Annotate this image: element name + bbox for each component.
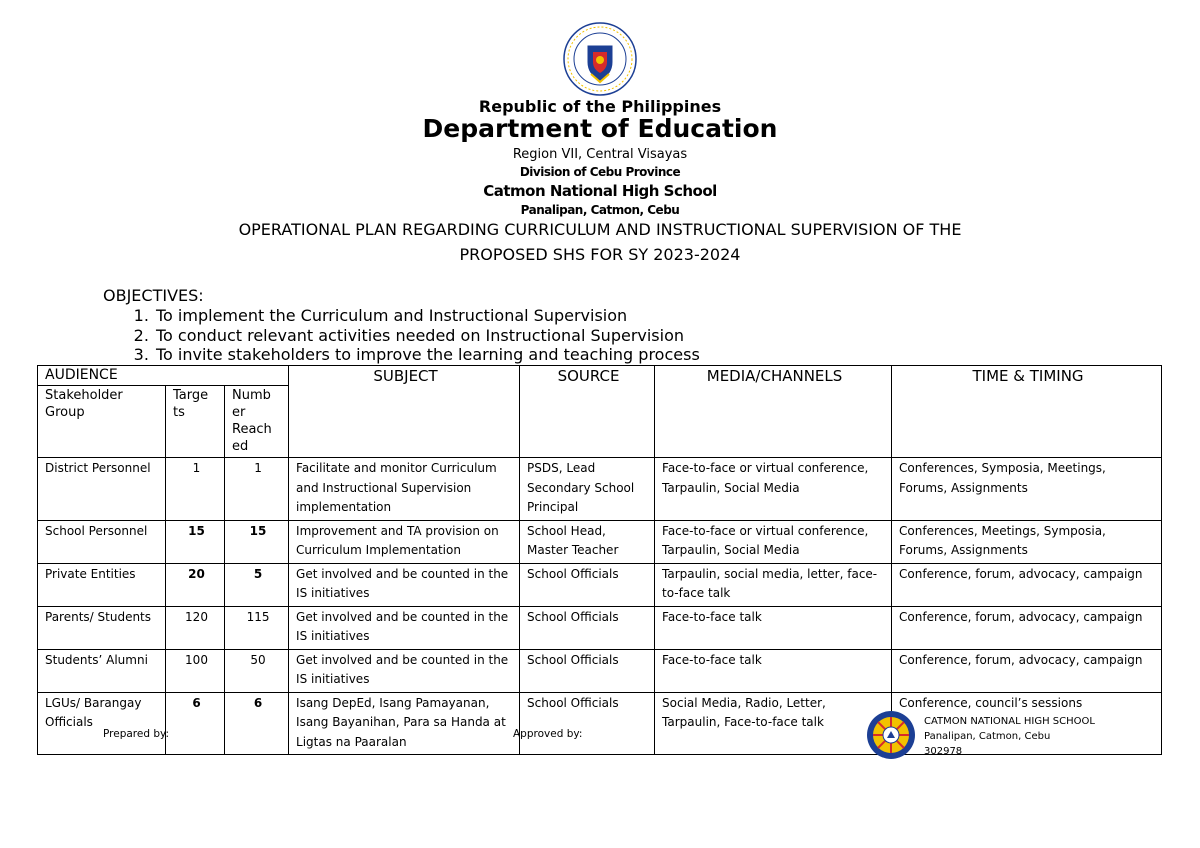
source-header: SOURCE [520, 366, 655, 458]
subject-cell: Isang DepEd, Isang Pamayanan, Isang Bayanihan, Para sa Handa at Ligtas na Paaralan [289, 692, 520, 755]
stakeholder-group-header: Stakeholder Group [38, 386, 166, 458]
objectives-list [130, 306, 700, 365]
targets-cell: 15 [166, 520, 225, 563]
media-cell: Face-to-face or virtual conference, Tarpaulin, Social Media [655, 458, 892, 521]
targets-cell: 20 [166, 563, 225, 606]
school-name: Catmon National High School [483, 182, 717, 200]
source-cell: School Officials [520, 563, 655, 606]
media-cell: Face-to-face talk [655, 606, 892, 649]
table-row [38, 458, 1162, 521]
deped-seal-logo [563, 22, 637, 96]
prepared-by-label: Prepared by: [103, 728, 169, 740]
stakeholder-cell: Parents/ Students [38, 606, 166, 649]
objective-item: 2. To conduct relevant activities needed on Instructional Supervision [154, 326, 700, 346]
subject-header: SUBJECT [289, 366, 520, 458]
audience-header: AUDIENCE [38, 366, 289, 386]
media-cell: Face-to-face or virtual conference, Tarpaulin, Social Media [655, 520, 892, 563]
objective-item: 1. To implement the Curriculum and Instructional Supervision [154, 306, 700, 326]
subject-cell: Get involved and be counted in the IS initiatives [289, 649, 520, 692]
reached-cell: 115 [225, 606, 289, 649]
stakeholder-cell: District Personnel [38, 458, 166, 521]
time-cell: Conferences, Meetings, Symposia, Forums, Assignments [892, 520, 1162, 563]
reached-cell: 1 [225, 458, 289, 521]
stakeholder-cell: Private Entities [38, 563, 166, 606]
republic-heading: Republic of the Philippines [478, 97, 722, 116]
targets-cell: 6 [166, 692, 225, 755]
reached-cell: 15 [225, 520, 289, 563]
school-address: Panalipan, Catmon, Cebu [520, 203, 680, 217]
reached-cell: 5 [225, 563, 289, 606]
subject-cell: Get involved and be counted in the IS initiatives [289, 606, 520, 649]
document-title-line2: PROPOSED SHS FOR SY 2023-2024 [459, 245, 741, 264]
source-cell: School Officials [520, 692, 655, 755]
footer-school-id: 302978 [924, 746, 963, 757]
footer-school-address: Panalipan, Catmon, Cebu [924, 731, 1051, 742]
time-cell: Conference, council’s sessions [892, 692, 1162, 755]
subject-cell: Facilitate and monitor Curriculum and Instructional Supervision implementation [289, 458, 520, 521]
time-cell: Conference, forum, advocacy, campaign [892, 649, 1162, 692]
table-row [38, 606, 1162, 649]
source-cell: School Head, Master Teacher [520, 520, 655, 563]
objective-item: 3. To invite stakeholders to improve the learning and teaching process [154, 345, 700, 365]
time-cell: Conferences, Symposia, Meetings, Forums, Assignments [892, 458, 1162, 521]
stakeholder-cell: Students’ Alumni [38, 649, 166, 692]
source-cell: PSDS, Lead Secondary School Principal [520, 458, 655, 521]
approved-by-label: Approved by: [513, 728, 583, 740]
reached-cell: 6 [225, 692, 289, 755]
source-cell: School Officials [520, 649, 655, 692]
region-text: Region VII, Central Visayas [512, 147, 688, 162]
department-heading: Department of Education [422, 114, 778, 143]
media-cell: Social Media, Radio, Letter, Tarpaulin, Face-to-face talk [655, 692, 892, 755]
targets-header: Targe ts [166, 386, 225, 458]
division-text: Division of Cebu Province [519, 165, 681, 179]
media-cell: Face-to-face talk [655, 649, 892, 692]
table-row [38, 520, 1162, 563]
media-header: MEDIA/CHANNELS [655, 366, 892, 458]
number-reached-header: Numb er Reach ed [225, 386, 289, 458]
time-cell: Conference, forum, advocacy, campaign [892, 563, 1162, 606]
subject-cell: Get involved and be counted in the IS initiatives [289, 563, 520, 606]
table-row [38, 563, 1162, 606]
source-cell: School Officials [520, 606, 655, 649]
targets-cell: 100 [166, 649, 225, 692]
school-footer-block [924, 714, 1095, 759]
time-header: TIME & TIMING [892, 366, 1162, 458]
table-row [38, 649, 1162, 692]
operational-plan-table [37, 365, 1162, 755]
objectives-label: OBJECTIVES: [103, 286, 204, 305]
stakeholder-cell: LGUs/ Barangay Officials [38, 692, 166, 755]
time-cell: Conference, forum, advocacy, campaign [892, 606, 1162, 649]
school-logo [866, 710, 916, 760]
media-cell: Tarpaulin, social media, letter, face-to-face talk [655, 563, 892, 606]
document-title-line1: OPERATIONAL PLAN REGARDING CURRICULUM AND INSTRUCTIONAL SUPERVISION OF THE [238, 220, 962, 239]
stakeholder-cell: School Personnel [38, 520, 166, 563]
subject-cell: Improvement and TA provision on Curriculum Implementation [289, 520, 520, 563]
targets-cell: 1 [166, 458, 225, 521]
reached-cell: 50 [225, 649, 289, 692]
footer-school-name: CATMON NATIONAL HIGH SCHOOL [924, 716, 1095, 727]
targets-cell: 120 [166, 606, 225, 649]
